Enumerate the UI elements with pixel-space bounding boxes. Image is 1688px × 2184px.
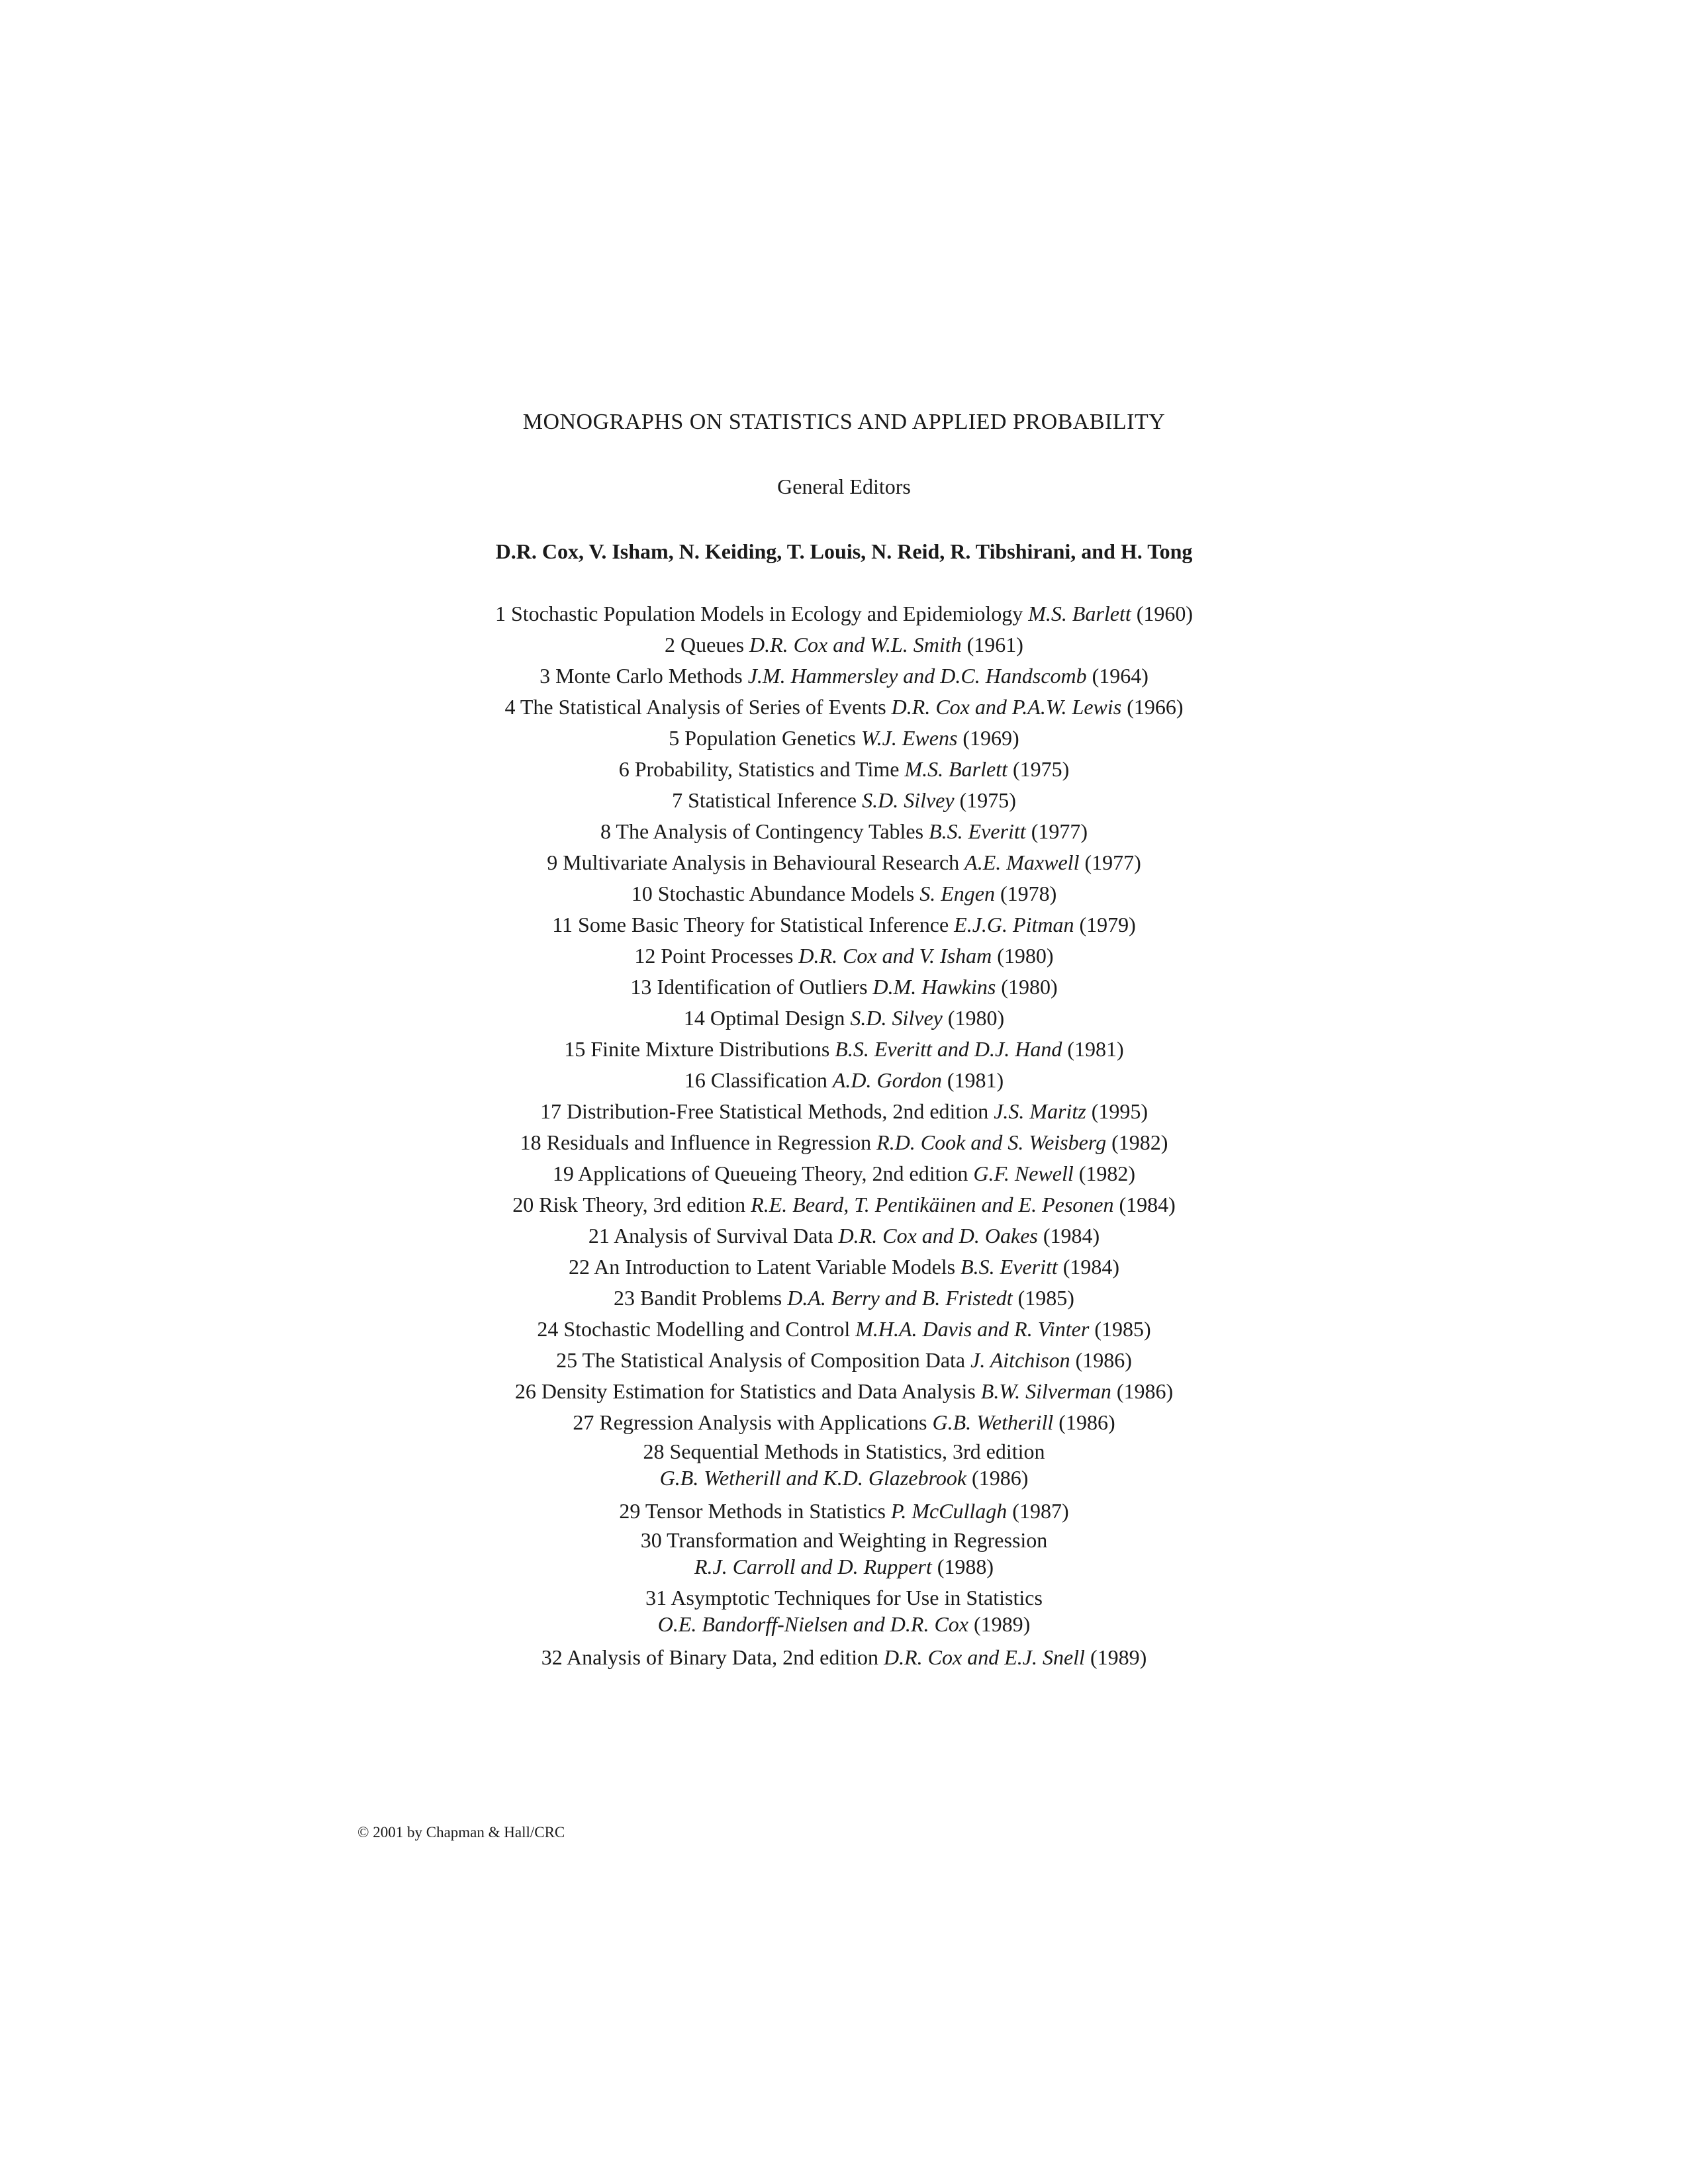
book-attribution	[961, 1255, 1119, 1279]
book-year: (1987)	[1012, 1499, 1069, 1523]
book-authors: D.R. Cox and W.L. Smith	[749, 633, 962, 657]
book-authors: S. Engen	[919, 882, 995, 905]
book-number: 21	[588, 1224, 610, 1248]
book-title: Finite Mixture Distributions	[590, 1037, 830, 1061]
book-title: Bandit Problems	[640, 1286, 782, 1310]
book-entry	[0, 1189, 1688, 1220]
book-entry	[0, 1251, 1688, 1283]
book-number: 7	[672, 788, 683, 812]
book-number: 25	[556, 1348, 578, 1372]
book-entry	[0, 1127, 1688, 1158]
book-authors: D.R. Cox and D. Oakes	[838, 1224, 1038, 1248]
book-authors: E.J.G. Pitman	[954, 913, 1074, 936]
book-attribution	[835, 1037, 1123, 1061]
book-year: (1985)	[1017, 1286, 1074, 1310]
book-authors: G.B. Wetherill and K.D. Glazebrook	[659, 1466, 967, 1490]
book-attribution	[850, 1006, 1004, 1030]
book-entry	[0, 909, 1688, 940]
book-entry	[0, 1496, 1688, 1527]
book-entry	[0, 1527, 1688, 1580]
book-year: (1985)	[1094, 1317, 1151, 1341]
copyright-notice: © 2001 by Chapman & Hall/CRC	[357, 1824, 565, 1841]
book-entry	[0, 1314, 1688, 1345]
book-entry	[0, 692, 1688, 723]
book-title: The Analysis of Contingency Tables	[616, 819, 924, 843]
book-title: Queues	[680, 633, 745, 657]
book-attribution	[0, 1611, 1688, 1637]
book-authors: A.E. Maxwell	[964, 850, 1080, 874]
book-title: Asymptotic Techniques for Use in Statistics	[671, 1586, 1043, 1610]
book-attribution	[929, 819, 1088, 843]
book-attribution	[932, 1410, 1115, 1434]
book-entry	[0, 1220, 1688, 1251]
book-year: (1980)	[997, 944, 1054, 968]
book-title: Sequential Methods in Statistics, 3rd edition	[669, 1439, 1045, 1463]
book-authors: B.S. Everitt	[929, 819, 1026, 843]
book-authors: B.S. Everitt	[961, 1255, 1058, 1279]
book-year: (1977)	[1084, 850, 1141, 874]
book-attribution	[892, 695, 1184, 719]
book-attribution	[973, 1161, 1135, 1185]
book-title: Multivariate Analysis in Behavioural Research	[563, 850, 960, 874]
book-title: Density Estimation for Statistics and Data Analysis	[541, 1379, 976, 1403]
book-number: 22	[568, 1255, 590, 1279]
book-authors: G.B. Wetherill	[932, 1410, 1054, 1434]
book-attribution	[748, 664, 1149, 688]
book-title: Stochastic Abundance Models	[657, 882, 915, 905]
book-title: Residuals and Influence in Regression	[546, 1130, 872, 1154]
book-number: 30	[640, 1528, 662, 1552]
book-title: Analysis of Survival Data	[614, 1224, 833, 1248]
book-title: Some Basic Theory for Statistical Inference	[578, 913, 949, 936]
book-attribution	[833, 1068, 1004, 1092]
book-entry	[0, 1065, 1688, 1096]
book-authors: G.F. Newell	[973, 1161, 1074, 1185]
book-authors: D.R. Cox and P.A.W. Lewis	[891, 695, 1122, 719]
book-attribution	[0, 1553, 1688, 1580]
book-title: Stochastic Population Models in Ecology and Epidemiology	[510, 602, 1023, 625]
book-number: 2	[665, 633, 676, 657]
book-authors: R.E. Beard, T. Pentikäinen and E. Pesonen	[751, 1193, 1114, 1216]
book-year: (1978)	[1000, 882, 1057, 905]
book-authors: P. McCullagh	[890, 1499, 1008, 1523]
book-number: 11	[552, 913, 573, 936]
book-attribution	[855, 1317, 1150, 1341]
book-attribution	[873, 975, 1058, 999]
book-number: 24	[537, 1317, 559, 1341]
book-entry	[0, 972, 1688, 1003]
book-year: (1980)	[947, 1006, 1005, 1030]
book-entry	[0, 1345, 1688, 1376]
book-entry	[0, 816, 1688, 847]
editors-heading: General Editors	[777, 475, 911, 498]
book-entry	[0, 1158, 1688, 1189]
book-number: 28	[643, 1439, 665, 1463]
book-attribution	[0, 1465, 1688, 1491]
book-number: 1	[494, 602, 506, 625]
book-number: 26	[514, 1379, 536, 1403]
book-year: (1989)	[973, 1612, 1031, 1636]
book-number: 23	[614, 1286, 635, 1310]
series-title: MONOGRAPHS ON STATISTICS AND APPLIED PROBABILITY	[522, 410, 1166, 434]
book-number: 3	[539, 664, 551, 688]
book-year: (1966)	[1127, 695, 1184, 719]
book-title: Transformation and Weighting in Regression	[667, 1528, 1048, 1552]
book-year: (1969)	[962, 726, 1019, 750]
book-number: 32	[541, 1645, 563, 1669]
book-attribution	[891, 1499, 1069, 1523]
book-year: (1989)	[1090, 1645, 1147, 1669]
book-year: (1988)	[937, 1555, 994, 1578]
book-entry	[0, 1283, 1688, 1314]
book-year: (1981)	[1067, 1037, 1124, 1061]
book-authors: J. Aitchison	[970, 1348, 1070, 1372]
book-year: (1995)	[1091, 1099, 1149, 1123]
book-entry	[0, 598, 1688, 629]
book-attribution	[904, 757, 1069, 781]
book-number: 10	[631, 882, 653, 905]
book-title: Tensor Methods in Statistics	[645, 1499, 886, 1523]
book-authors: J.S. Maritz	[994, 1099, 1086, 1123]
book-authors: J.M. Hammersley and D.C. Handscomb	[747, 664, 1087, 688]
book-entry	[0, 847, 1688, 878]
book-attribution	[954, 913, 1136, 936]
book-year: (1984)	[1119, 1193, 1176, 1216]
book-authors: D.A. Berry and B. Fristedt	[787, 1286, 1013, 1310]
book-year: (1982)	[1078, 1161, 1136, 1185]
book-year: (1984)	[1043, 1224, 1100, 1248]
book-authors: W.J. Ewens	[861, 726, 958, 750]
book-year: (1977)	[1031, 819, 1088, 843]
book-entry	[0, 1438, 1688, 1491]
editors-names: D.R. Cox, V. Isham, N. Keiding, T. Louis, N. Reid, R. Tibshirani, and H. Tong	[495, 539, 1193, 563]
book-title: Point Processes	[661, 944, 794, 968]
book-number: 14	[683, 1006, 705, 1030]
book-year: (1986)	[1058, 1410, 1115, 1434]
book-attribution	[919, 882, 1056, 905]
book-list	[0, 598, 1688, 1673]
book-title: Classification	[710, 1068, 827, 1092]
book-title: The Statistical Analysis of Composition Data	[582, 1348, 966, 1372]
book-entry	[0, 1003, 1688, 1034]
book-title: Stochastic Modelling and Control	[563, 1317, 851, 1341]
book-authors: M.S. Barlett	[904, 757, 1008, 781]
book-authors: O.E. Bandorff-Nielsen and D.R. Cox	[657, 1612, 968, 1636]
book-entry	[0, 723, 1688, 754]
book-title: Regression Analysis with Applications	[599, 1410, 927, 1434]
book-authors: S.D. Silvey	[850, 1006, 943, 1030]
book-entry	[0, 1407, 1688, 1438]
book-entry	[0, 1034, 1688, 1065]
book-authors: R.J. Carroll and D. Ruppert	[694, 1555, 932, 1578]
book-entry	[0, 878, 1688, 909]
book-title: Applications of Queueing Theory, 2nd edition	[578, 1161, 968, 1185]
book-number: 19	[552, 1161, 574, 1185]
book-entry	[0, 1096, 1688, 1127]
book-attribution	[787, 1286, 1074, 1310]
book-number: 4	[504, 695, 516, 719]
book-number: 15	[564, 1037, 586, 1061]
book-title: Statistical Inference	[688, 788, 857, 812]
book-authors: S.D. Silvey	[862, 788, 955, 812]
book-number: 27	[573, 1410, 594, 1434]
book-title: Identification of Outliers	[657, 975, 868, 999]
book-title: The Statistical Analysis of Series of Events	[520, 695, 886, 719]
book-authors: M.H.A. Davis and R. Vinter	[855, 1317, 1090, 1341]
book-year: (1980)	[1001, 975, 1058, 999]
book-year: (1979)	[1079, 913, 1136, 936]
book-authors: M.S. Barlett	[1028, 602, 1131, 625]
book-number: 5	[669, 726, 680, 750]
book-year: (1986)	[1116, 1379, 1174, 1403]
book-title: Probability, Statistics and Time	[634, 757, 900, 781]
book-entry	[0, 629, 1688, 660]
book-year: (1961)	[966, 633, 1023, 657]
book-attribution	[1028, 602, 1193, 625]
book-entry	[0, 1376, 1688, 1407]
book-year: (1975)	[959, 788, 1016, 812]
book-number: 9	[547, 850, 558, 874]
book-attribution	[964, 850, 1141, 874]
book-attribution	[970, 1348, 1132, 1372]
book-authors: A.D. Gordon	[832, 1068, 942, 1092]
book-authors: D.M. Hawkins	[872, 975, 996, 999]
book-number: 16	[684, 1068, 706, 1092]
book-year: (1986)	[972, 1466, 1029, 1490]
book-authors: B.W. Silverman	[980, 1379, 1111, 1403]
book-attribution	[749, 633, 1023, 657]
book-title: Population Genetics	[684, 726, 856, 750]
book-number: 18	[520, 1130, 541, 1154]
book-year: (1964)	[1092, 664, 1149, 688]
book-attribution	[861, 726, 1019, 750]
book-number: 31	[645, 1586, 667, 1610]
book-entry	[0, 754, 1688, 785]
book-year: (1960)	[1136, 602, 1194, 625]
book-number: 6	[618, 757, 630, 781]
book-year: (1982)	[1111, 1130, 1168, 1154]
book-number: 20	[512, 1193, 534, 1216]
book-authors: D.R. Cox and E.J. Snell	[884, 1645, 1085, 1669]
book-entry	[0, 940, 1688, 972]
book-entry	[0, 1642, 1688, 1673]
book-attribution	[981, 1379, 1173, 1403]
book-year: (1981)	[947, 1068, 1004, 1092]
book-number: 13	[630, 975, 652, 999]
book-authors: R.D. Cook and S. Weisberg	[876, 1130, 1107, 1154]
book-title: Optimal Design	[710, 1006, 845, 1030]
book-attribution	[862, 788, 1016, 812]
book-authors: D.R. Cox and V. Isham	[798, 944, 992, 968]
book-entry	[0, 660, 1688, 692]
book-year: (1984)	[1062, 1255, 1120, 1279]
book-title: Monte Carlo Methods	[555, 664, 743, 688]
book-attribution	[876, 1130, 1168, 1154]
book-year: (1975)	[1012, 757, 1070, 781]
book-attribution	[798, 944, 1053, 968]
book-attribution	[751, 1193, 1176, 1216]
book-attribution	[839, 1224, 1100, 1248]
book-title: Distribution-Free Statistical Methods, 2nd edition	[566, 1099, 989, 1123]
book-entry	[0, 1584, 1688, 1637]
book-attribution	[994, 1099, 1148, 1123]
book-title: Analysis of Binary Data, 2nd edition	[566, 1645, 878, 1669]
book-number: 8	[600, 819, 611, 843]
book-title: An Introduction to Latent Variable Models	[594, 1255, 956, 1279]
book-year: (1986)	[1075, 1348, 1132, 1372]
book-number: 17	[539, 1099, 561, 1123]
book-title: Risk Theory, 3rd edition	[539, 1193, 746, 1216]
book-entry	[0, 785, 1688, 816]
book-attribution	[884, 1645, 1147, 1669]
book-number: 29	[619, 1499, 641, 1523]
book-number: 12	[634, 944, 656, 968]
book-authors: B.S. Everitt and D.J. Hand	[835, 1037, 1062, 1061]
